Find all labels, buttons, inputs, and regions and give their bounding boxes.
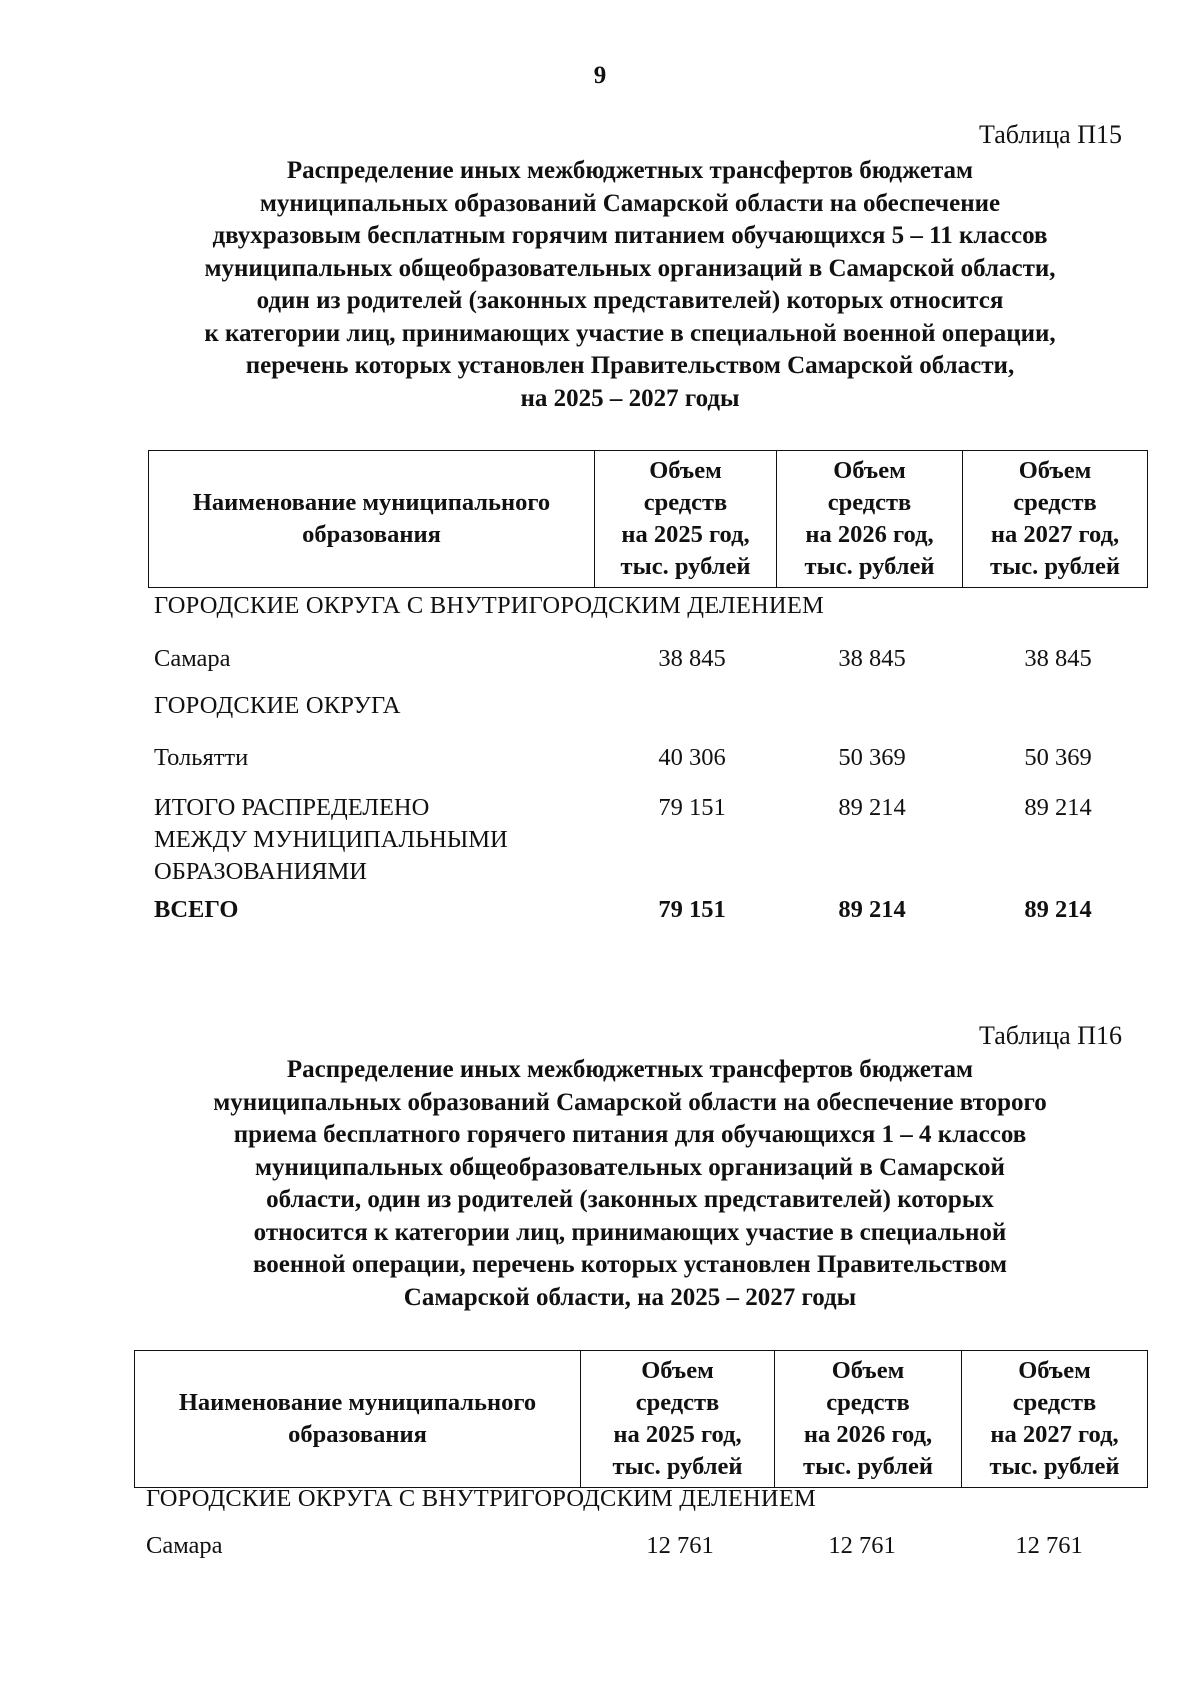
- row-value-2026: 12 761: [828, 1532, 896, 1559]
- title-line: военной операции, перечень которых установлен Правительством: [252, 1251, 1008, 1278]
- table-row-grand-total: [154, 894, 1154, 926]
- row-name: ИТОГО РАСПРЕДЕЛЕНО: [154, 794, 430, 821]
- section-heading: ГОРОДСКИЕ ОКРУГА: [154, 692, 401, 719]
- row-value-2026: 38 845: [838, 645, 906, 672]
- header-2025: Объем средств на 2025 год, тыс. рублей: [595, 451, 777, 588]
- row-value-2025: 79 151: [658, 794, 726, 821]
- row-value-2027: 50 369: [1024, 744, 1092, 771]
- row-value-2025: 40 306: [658, 744, 726, 771]
- row-name: Тольятти: [154, 744, 249, 771]
- title-line: области, один из родителей (законных представителей) которых: [266, 1186, 994, 1213]
- title-line: к категории лиц, принимающих участие в специальной военной операции,: [204, 319, 1056, 347]
- header-2026: Объем средств на 2026 год, тыс. рублей: [777, 451, 963, 588]
- table-header-p15: [148, 450, 1148, 588]
- row-name: ВСЕГО: [154, 896, 239, 923]
- section-heading: ГОРОДСКИЕ ОКРУГА С ВНУТРИГОРОДСКИМ ДЕЛЕНИЕМ: [154, 592, 824, 619]
- row-value-2027: 89 214: [1024, 896, 1092, 923]
- title-line: один из родителей (законных представителей) которых относится: [256, 287, 1004, 314]
- header-2025: Объем средств на 2025 год, тыс. рублей: [581, 1351, 775, 1488]
- title-line: Самарской области, на 2025 – 2027 годы: [403, 1283, 857, 1311]
- title-line: перечень которых установлен Правительством Самарской области,: [245, 352, 1015, 379]
- row-value-2026: 89 214: [838, 794, 906, 821]
- page-number: 9: [593, 62, 607, 89]
- header-name: Наименование муниципального образования: [135, 1351, 581, 1488]
- row-value-2026: 50 369: [838, 744, 906, 771]
- title-line: на 2025 – 2027 годы: [520, 384, 740, 412]
- title-line: относится к категории лиц, принимающих участие в специальной: [253, 1218, 1007, 1246]
- row-value-2027: 12 761: [1015, 1532, 1083, 1559]
- table-title-p15: [80, 155, 1180, 415]
- table-title-p16: [80, 1054, 1180, 1314]
- title-line: муниципальных общеобразовательных организаций в Самарской: [255, 1153, 1005, 1181]
- row-value-2025: 12 761: [646, 1532, 714, 1559]
- title-line: муниципальных общеобразовательных организаций в Самарской области,: [204, 254, 1056, 282]
- table-label-p15: Таблица П15: [979, 120, 1122, 149]
- row-value-2027: 89 214: [1024, 794, 1092, 821]
- title-line: муниципальных образований Самарской области на обеспечение второго: [213, 1088, 1047, 1116]
- row-value-2027: 38 845: [1024, 645, 1092, 672]
- header-2027: Объем средств на 2027 год, тыс. рублей: [963, 451, 1148, 588]
- table-row: [154, 643, 1154, 675]
- table-row: [154, 742, 1154, 774]
- header-2026: Объем средств на 2026 год, тыс. рублей: [775, 1351, 962, 1488]
- title-line: двухразовым бесплатным горячим питанием обучающихся 5 – 11 классов: [212, 222, 1048, 249]
- title-line: Распределение иных межбюджетных трансфертов бюджетам: [286, 1056, 974, 1083]
- row-value-2025: 38 845: [658, 645, 726, 672]
- row-name: Самара: [154, 645, 231, 672]
- row-name: ОБРАЗОВАНИЯМИ: [154, 858, 367, 885]
- title-line: приема бесплатного горячего питания для обучающихся 1 – 4 классов: [233, 1121, 1027, 1148]
- row-name: МЕЖДУ МУНИЦИПАЛЬНЫМИ: [154, 826, 508, 853]
- section-heading: ГОРОДСКИЕ ОКРУГА С ВНУТРИГОРОДСКИМ ДЕЛЕНИЕМ: [146, 1485, 816, 1512]
- table-row: [146, 1530, 1156, 1562]
- table-row-total-distributed: [154, 792, 1154, 888]
- table-label-p16: Таблица П16: [979, 1021, 1122, 1050]
- title-line: Распределение иных межбюджетных трансфертов бюджетам: [286, 157, 974, 184]
- header-2027: Объем средств на 2027 год, тыс. рублей: [962, 1351, 1148, 1488]
- table-header-p16: [134, 1350, 1148, 1488]
- row-name: Самара: [146, 1532, 223, 1559]
- row-value-2026: 89 214: [838, 896, 906, 923]
- header-name: Наименование муниципального образования: [149, 451, 595, 588]
- title-line: муниципальных образований Самарской области на обеспечение: [259, 189, 1001, 217]
- row-value-2025: 79 151: [658, 896, 726, 923]
